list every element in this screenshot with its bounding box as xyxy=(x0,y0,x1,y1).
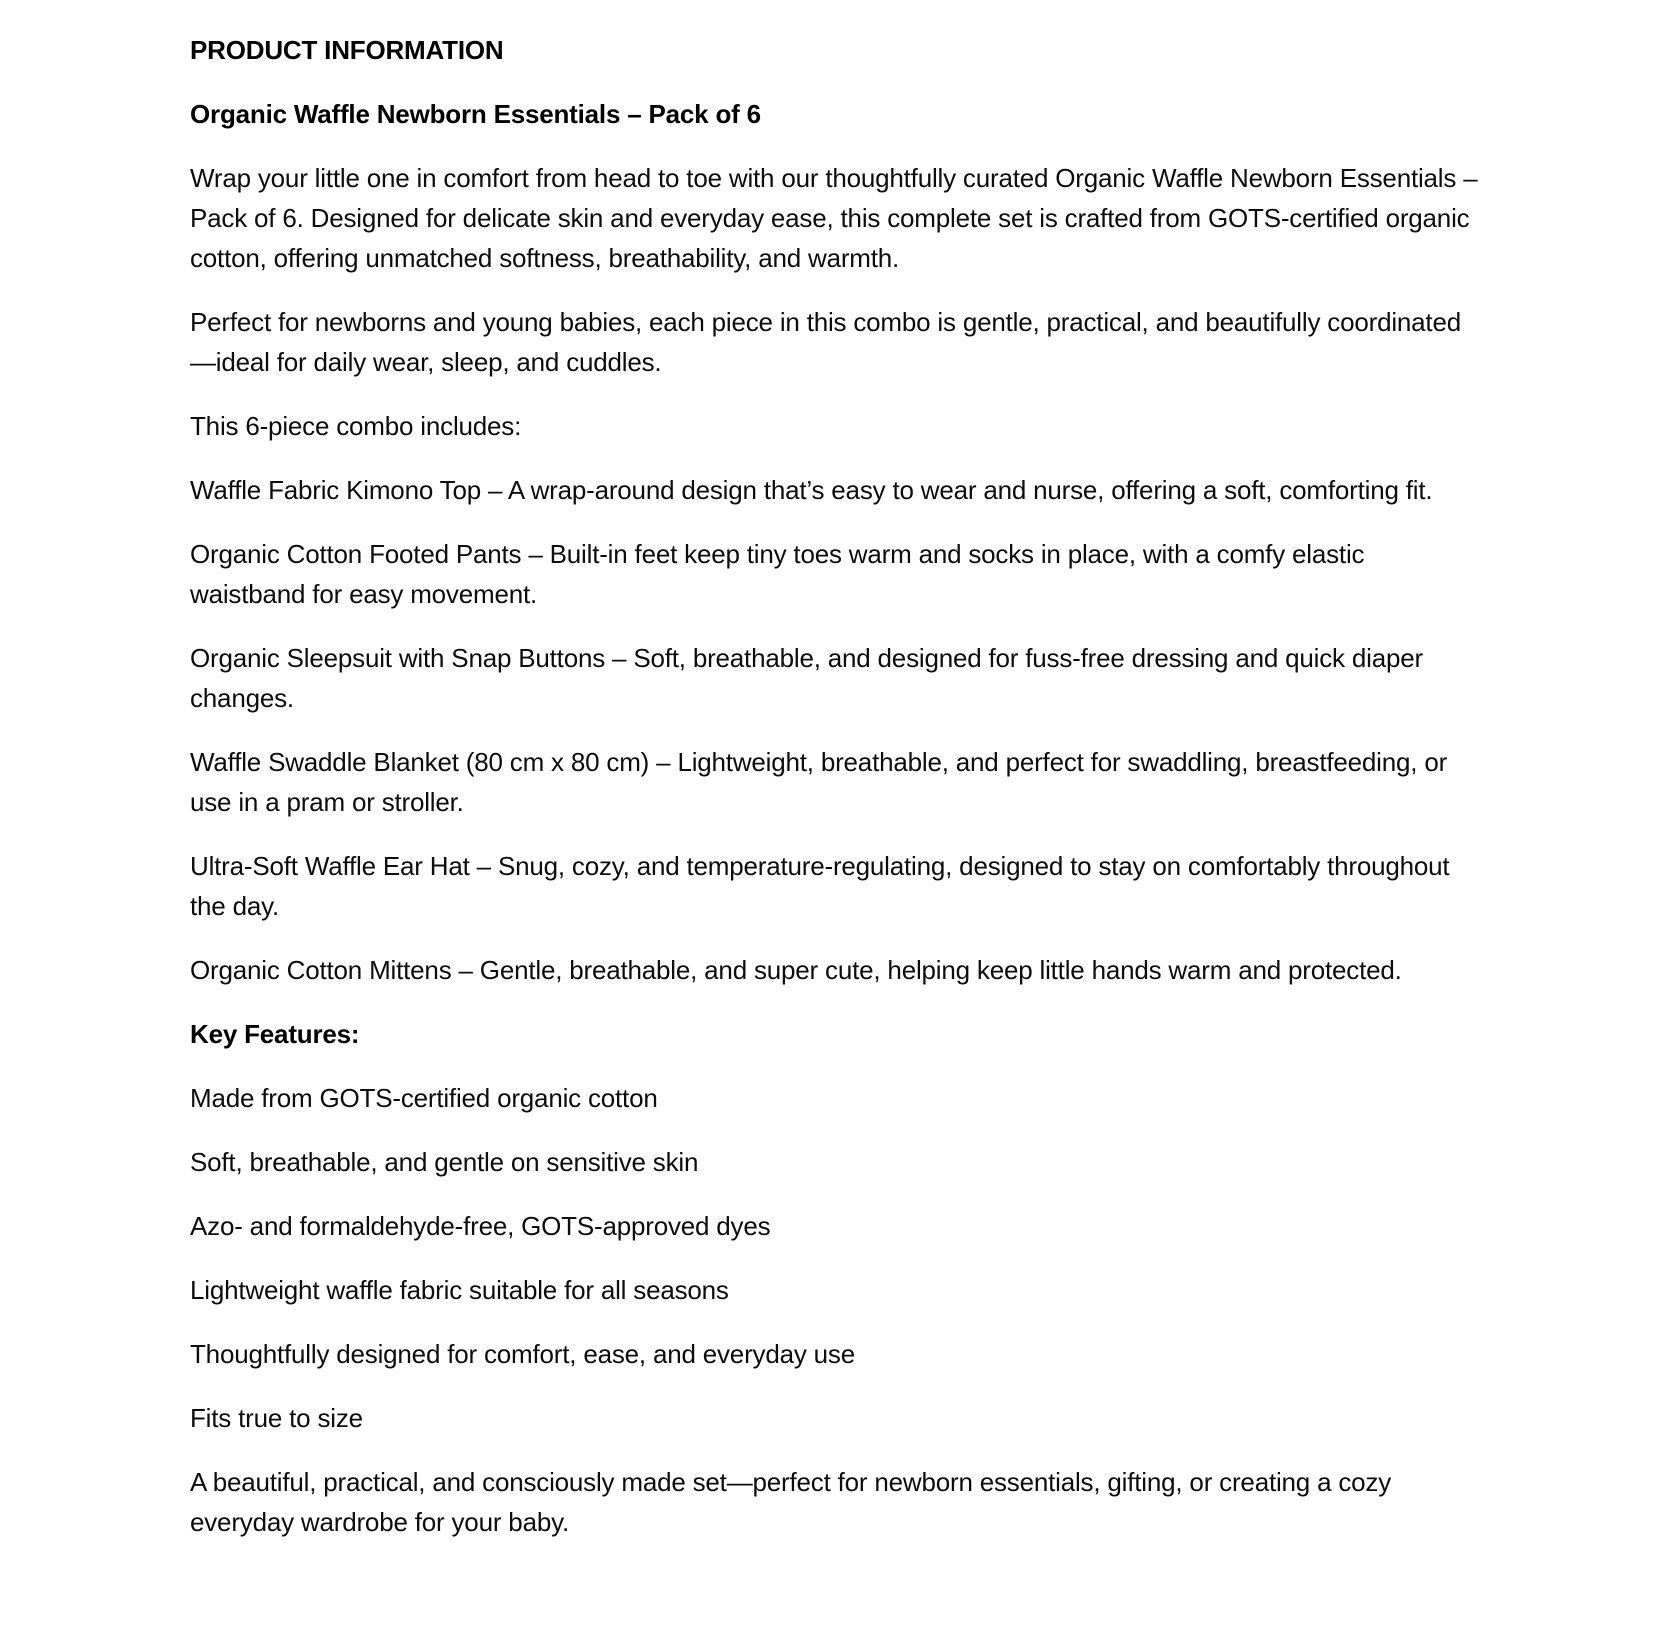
product-title: Organic Waffle Newborn Essentials – Pack of 6 xyxy=(190,99,761,129)
includes-item: Waffle Swaddle Blanket (80 cm x 80 cm) – Lightweight, breathable, and perfect for swaddling, breastfeeding, or use in a pram or stroller. xyxy=(190,747,1448,817)
key-feature-item: Fits true to size xyxy=(190,1403,363,1433)
includes-item: Organic Cotton Footed Pants – Built-in feet keep tiny toes warm and socks in place, with a comfy elastic waistband for easy movement. xyxy=(190,539,1365,609)
key-feature-item: Soft, breathable, and gentle on sensitive skin xyxy=(190,1147,699,1177)
closing-paragraph: A beautiful, practical, and consciously made set—perfect for newborn essentials, gifting, or creating a cozy everyday wardrobe for your baby. xyxy=(190,1467,1392,1537)
key-feature-item: Azo- and formaldehyde-free, GOTS-approved dyes xyxy=(190,1211,771,1241)
includes-item: Organic Cotton Mittens – Gentle, breathable, and super cute, helping keep little hands warm and protected. xyxy=(190,955,1402,985)
product-information-document xyxy=(190,30,1478,1542)
key-feature-item: Lightweight waffle fabric suitable for all seasons xyxy=(190,1275,729,1305)
includes-item: Waffle Fabric Kimono Top – A wrap-around design that’s easy to wear and nurse, offering a soft, comforting fit. xyxy=(190,475,1433,505)
includes-item: Organic Sleepsuit with Snap Buttons – Soft, breathable, and designed for fuss-free dressing and quick diaper changes. xyxy=(190,643,1423,713)
includes-lead: This 6-piece combo includes: xyxy=(190,411,522,441)
key-feature-item: Thoughtfully designed for comfort, ease, and everyday use xyxy=(190,1339,855,1369)
key-features-heading: Key Features: xyxy=(190,1019,360,1049)
intro-paragraph: Wrap your little one in comfort from head to toe with our thoughtfully curated Organic Waffle Newborn Essentials – Pack of 6. Designed for delicate skin and everyday ease, this complete set is crafted from GOTS-certified organic cotton, offering unmatched softness, breathability, and warmth. xyxy=(190,163,1478,273)
includes-item: Ultra-Soft Waffle Ear Hat – Snug, cozy, and temperature-regulating, designed to stay on comfortably throughout the day. xyxy=(190,851,1450,921)
key-feature-item: Made from GOTS-certified organic cotton xyxy=(190,1083,658,1113)
section-title: PRODUCT INFORMATION xyxy=(190,35,504,65)
intro-paragraph: Perfect for newborns and young babies, each piece in this combo is gentle, practical, and beautifully coordinated—ideal for daily wear, sleep, and cuddles. xyxy=(190,307,1461,377)
